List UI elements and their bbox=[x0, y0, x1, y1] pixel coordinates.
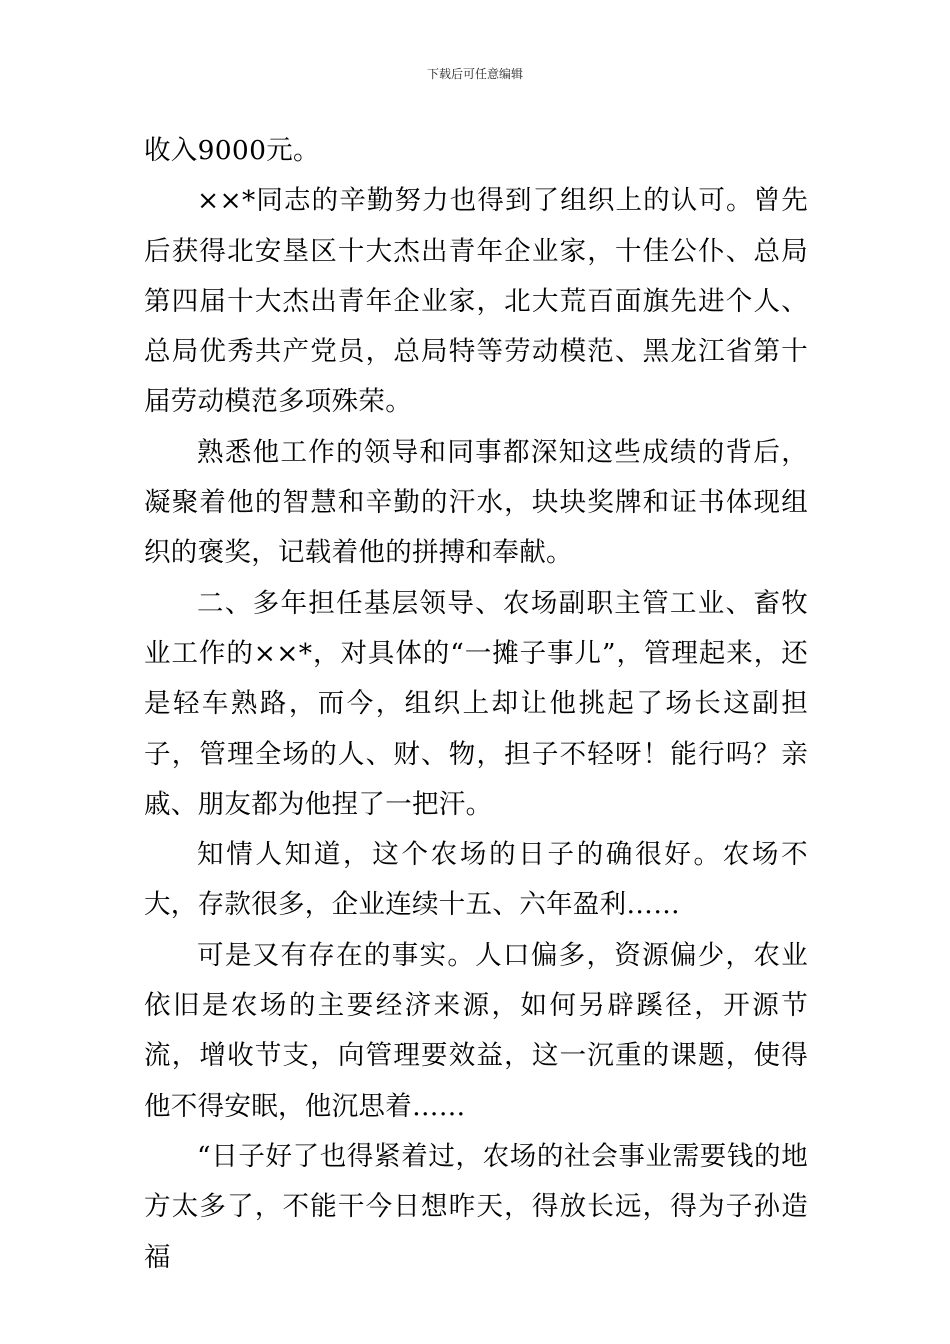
paragraph-farm-status: 知情人知道，这个农场的日子的确很好。农场不大，存款很多，企业连续十五、六年盈利…… bbox=[144, 839, 808, 921]
paragraph-honors: ××*同志的辛勤努力也得到了组织上的认可。曾先后获得北安垦区十大杰出青年企业家，十佳公仆、总局第四届十大杰出青年企业家，北大荒百面旗先进个人、总局优秀共产党员，总局特等劳动模范、黑龙江省第十届劳动模范多项殊荣。 bbox=[144, 185, 808, 418]
paragraph-quote: “日子好了也得紧着过，农场的社会事业需要钱的地方太多了，不能干今日想昨天，得放长远，得为子孙造福 bbox=[144, 1140, 808, 1273]
paragraph-income: 收入9000元。 bbox=[144, 135, 320, 166]
page-header-note: 下载后可任意编辑 bbox=[426, 67, 523, 81]
paragraph-behind-achievements: 熟悉他工作的领导和同事都深知这些成绩的背后，凝聚着他的智慧和辛勤的汗水，块块奖牌和证书体现组织的褒奖，记载着他的拼搏和奉献。 bbox=[144, 436, 808, 569]
paragraph-challenges: 可是又有存在的事实。人口偏多，资源偏少，农业依旧是农场的主要经济来源，如何另辟蹊径，开源节流，增收节支，向管理要效益，这一沉重的课题，使得他不得安眠，他沉思着…… bbox=[144, 939, 808, 1122]
paragraph-section-two: 二、多年担任基层领导、农场副职主管工业、畜牧业工作的××*，对具体的“一摊子事儿”，管理起来，还是轻车熟路，而今，组织上却让他挑起了场长这副担子，管理全场的人、财、物，担子不轻呀！能行吗？亲戚、朋友都为他捏了一把汗。 bbox=[144, 587, 808, 820]
document-body bbox=[144, 126, 808, 1283]
